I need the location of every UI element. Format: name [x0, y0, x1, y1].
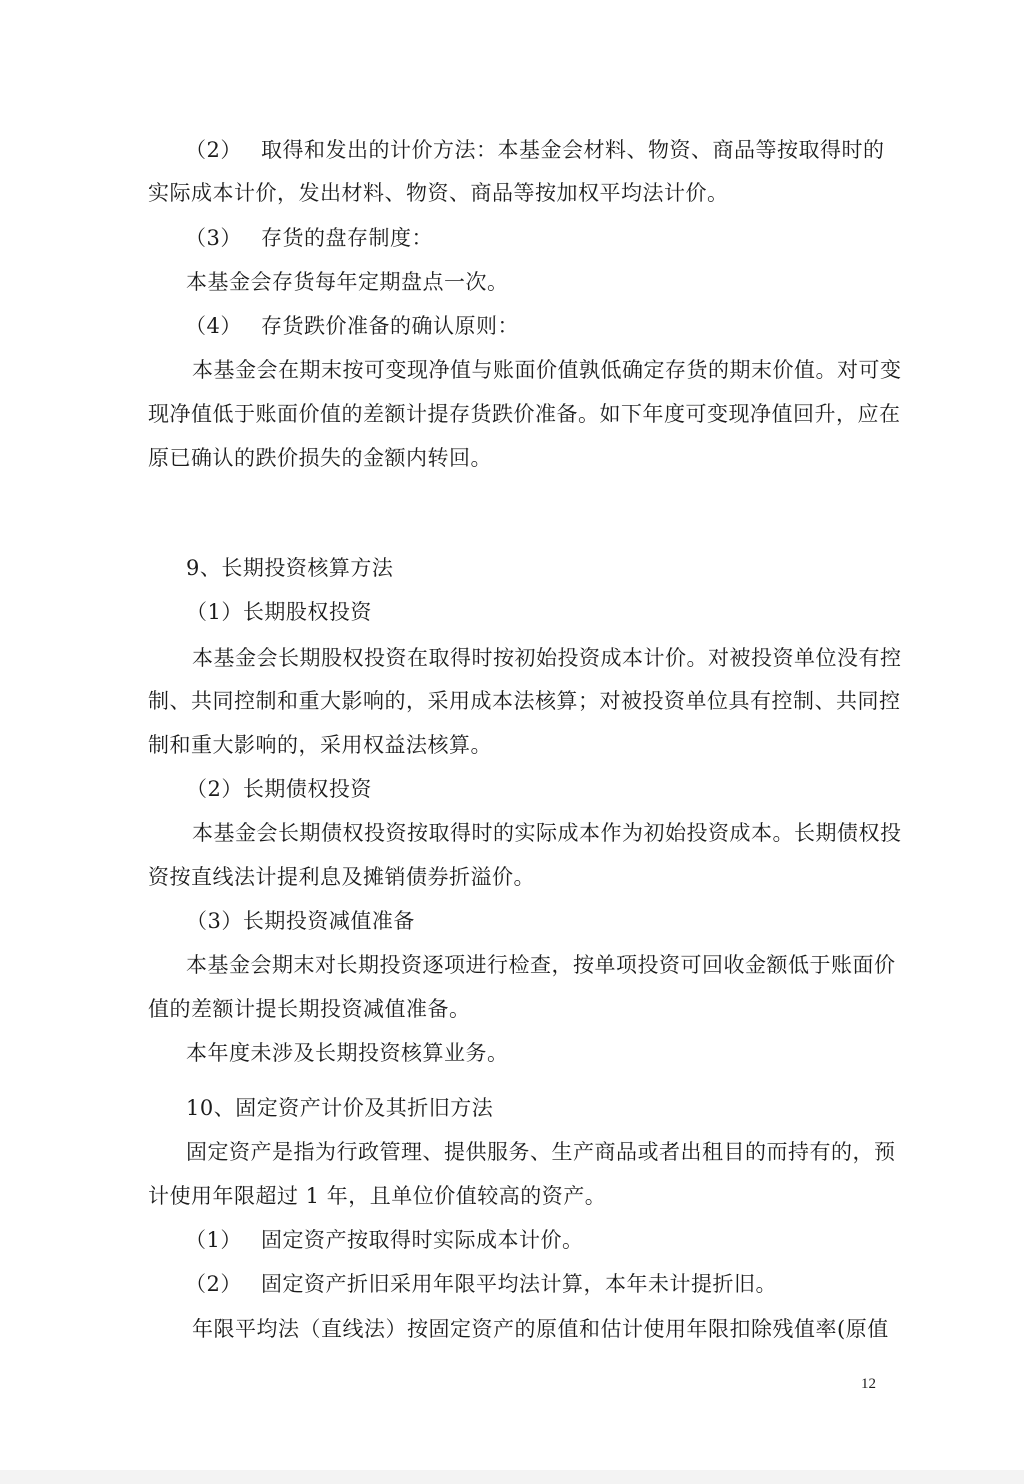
- item-number: （2）: [185, 138, 242, 162]
- inventory-pricing-item: [185, 137, 885, 163]
- item-number: （3）: [185, 226, 242, 250]
- item-text: 取得和发出的计价方法：本基金会材料、物资、商品等按取得时的: [261, 138, 885, 162]
- item-text: 存货跌价准备的确认原则：: [261, 314, 519, 338]
- item-text: 固定资产按取得时实际成本计价。: [261, 1228, 584, 1252]
- paragraph-line: 本基金会期末对长期投资逐项进行检查，按单项投资可回收金额低于账面价: [186, 953, 896, 977]
- paragraph-line: 实际成本计价，发出材料、物资、商品等按加权平均法计价。: [148, 181, 729, 205]
- paragraph-line: 年限平均法（直线法）按固定资产的原值和估计使用年限扣除残值率(原值: [192, 1317, 889, 1341]
- paragraph-line: 计使用年限超过 1 年，且单位价值较高的资产。: [148, 1184, 607, 1208]
- page-number: 12: [861, 1376, 876, 1392]
- scan-edge: [0, 1470, 1024, 1484]
- paragraph-line: 制和重大影响的，采用权益法核算。: [148, 733, 492, 757]
- item-text: 固定资产折旧采用年限平均法计算，本年未计提折旧。: [261, 1272, 777, 1296]
- section-heading: 9、长期投资核算方法: [186, 556, 394, 580]
- depreciation-item: [185, 1271, 777, 1297]
- paragraph-line: 原已确认的跌价损失的金额内转回。: [148, 446, 492, 470]
- fixed-asset-pricing-item: [185, 1227, 584, 1253]
- paragraph-line: 本基金会长期股权投资在取得时按初始投资成本计价。对被投资单位没有控: [192, 646, 902, 670]
- inventory-impairment-item: [185, 313, 519, 339]
- item-text: 存货的盘存制度：: [261, 226, 433, 250]
- paragraph-line: 制、共同控制和重大影响的，采用成本法核算；对被投资单位具有控制、共同控: [148, 689, 901, 713]
- paragraph-line: 本年度未涉及长期投资核算业务。: [186, 1041, 509, 1065]
- section-heading: 10、固定资产计价及其折旧方法: [186, 1096, 494, 1120]
- inventory-count-item: [185, 225, 433, 251]
- subsection-heading: （3）长期投资减值准备: [186, 909, 415, 933]
- item-number: （2）: [185, 1272, 242, 1296]
- paragraph-line: 本基金会在期末按可变现净值与账面价值孰低确定存货的期末价值。对可变: [192, 358, 902, 382]
- paragraph-line: 值的差额计提长期投资减值准备。: [148, 997, 471, 1021]
- paragraph-line: 本基金会存货每年定期盘点一次。: [186, 270, 509, 294]
- item-number: （4）: [185, 314, 242, 338]
- subsection-heading: （1）长期股权投资: [186, 600, 372, 624]
- item-number: （1）: [185, 1228, 242, 1252]
- subsection-heading: （2）长期债权投资: [186, 777, 372, 801]
- paragraph-line: 资按直线法计提利息及摊销债券折溢价。: [148, 865, 535, 889]
- paragraph-line: 现净值低于账面价值的差额计提存货跌价准备。如下年度可变现净值回升，应在: [148, 402, 901, 426]
- paragraph-line: 本基金会长期债权投资按取得时的实际成本作为初始投资成本。长期债权投: [192, 821, 902, 845]
- paragraph-line: 固定资产是指为行政管理、提供服务、生产商品或者出租目的而持有的，预: [186, 1140, 896, 1164]
